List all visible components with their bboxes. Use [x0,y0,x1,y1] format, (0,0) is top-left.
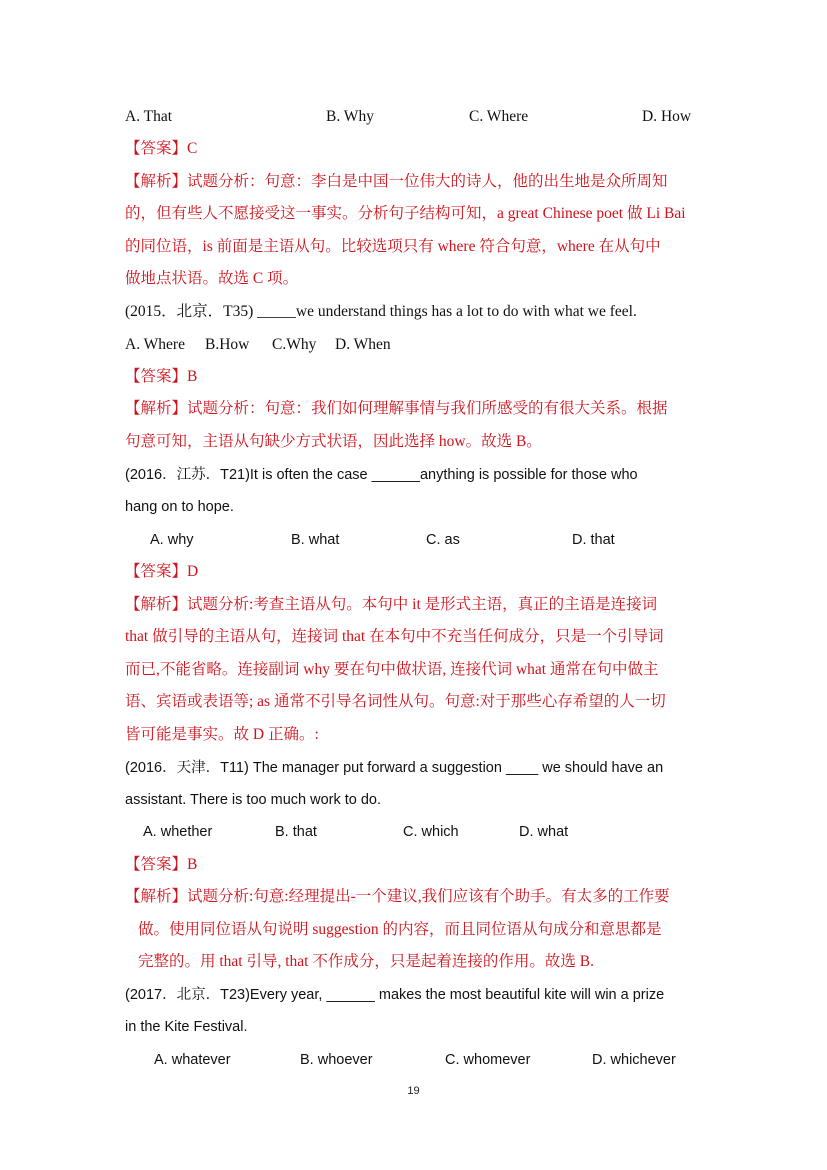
q0-option-d: D. How [642,108,692,125]
q0-option-b: B. Why [326,108,374,125]
q0-answer: 【答案】C [125,140,198,157]
q1-analysis-line: 【解析】试题分析：句意：我们如何理解事情与我们所感受的有很大关系。根据 [125,400,668,417]
q4-option-b: B. whoever [300,1052,373,1068]
q4-option-a: A. whatever [154,1052,231,1068]
q0-analysis-line: 【解析】试题分析：句意：李白是中国一位伟大的诗人，他的出生地是众所周知 [125,173,668,190]
q1-option-a: A. Where [125,336,185,353]
q2-stem: (2016．江苏．T21)It is often the case ______anything is possible for those who [125,467,638,483]
q3-stem: (2016．天津．T11) The manager put forward a suggestion ____ we should have an [125,760,664,776]
q1-option-c: C.Why [272,336,317,353]
q0-analysis-line: 做地点状语。故选 C 项。 [125,270,299,287]
q4-stem: in the Kite Festival. [125,1019,248,1035]
q3-answer: 【答案】B [125,856,198,873]
q4-option-c: C. whomever [445,1052,531,1068]
q0-analysis-line: 的同位语，is 前面是主语从句。比较选项只有 where 符合句意，where 在从句中 [125,238,661,255]
q1-analysis-line: 句意可知，主语从句缺少方式状语，因此选择 how。故选 B。 [125,433,542,450]
q2-analysis-line: 而已,不能省略。连接副词 why 要在句中做状语, 连接代词 what 通常在句中做主 [125,661,659,678]
q2-option-b: B. what [291,532,340,548]
q0-option-c: C. Where [469,108,529,125]
page-number: 19 [407,1085,420,1097]
q3-analysis-line: 【解析】试题分析:句意:经理提出-一个建议,我们应该有个助手。有太多的工作要 [125,888,670,905]
q3-option-c: C. which [403,824,459,840]
q2-analysis-line: 语、宾语或表语等; as 通常不引导名词性从句。句意:对于那些心存希望的人一切 [125,693,666,710]
q3-option-a: A. whether [143,824,213,840]
q2-analysis-line: that 做引导的主语从句，连接词 that 在本句中不充当任何成分，只是一个引导词 [125,628,664,645]
q0-option-a: A. That [125,108,173,125]
q2-analysis-line: 皆可能是事实。故 D 正确。: [125,726,319,743]
q1-answer: 【答案】B [125,368,198,385]
q2-answer: 【答案】D [125,563,199,580]
q2-analysis-line: 【解析】试题分析:考查主语从句。本句中 it 是形式主语，真正的主语是连接词 [125,596,658,613]
q2-option-a: A. why [150,532,194,548]
q0-analysis-line: 的，但有些人不愿接受这一事实。分析句子结构可知，a great Chinese poet 做 Li Bai [125,205,686,222]
q1-option-d: D. When [335,336,391,353]
q2-option-d: D. that [572,532,615,548]
q2-stem: hang on to hope. [125,499,234,515]
q3-analysis-line: 完整的。用 that 引导, that 不作成分，只是起着连接的作用。故选 B. [138,953,594,970]
q3-analysis-line: 做。使用同位语从句说明 suggestion 的内容，而且同位语从句成分和意思都是 [138,921,662,938]
q2-option-c: C. as [426,532,460,548]
q4-option-d: D. whichever [592,1052,676,1068]
q1-option-b: B.How [205,336,250,353]
q3-stem: assistant. There is too much work to do. [125,792,382,808]
q3-option-d: D. what [519,824,569,840]
q1-stem: (2015．北京．T35) _____we understand things has a lot to do with what we feel. [125,303,637,320]
q4-stem: (2017．北京．T23)Every year, ______ makes the most beautiful kite will win a prize [125,987,665,1003]
q3-option-b: B. that [275,824,317,840]
